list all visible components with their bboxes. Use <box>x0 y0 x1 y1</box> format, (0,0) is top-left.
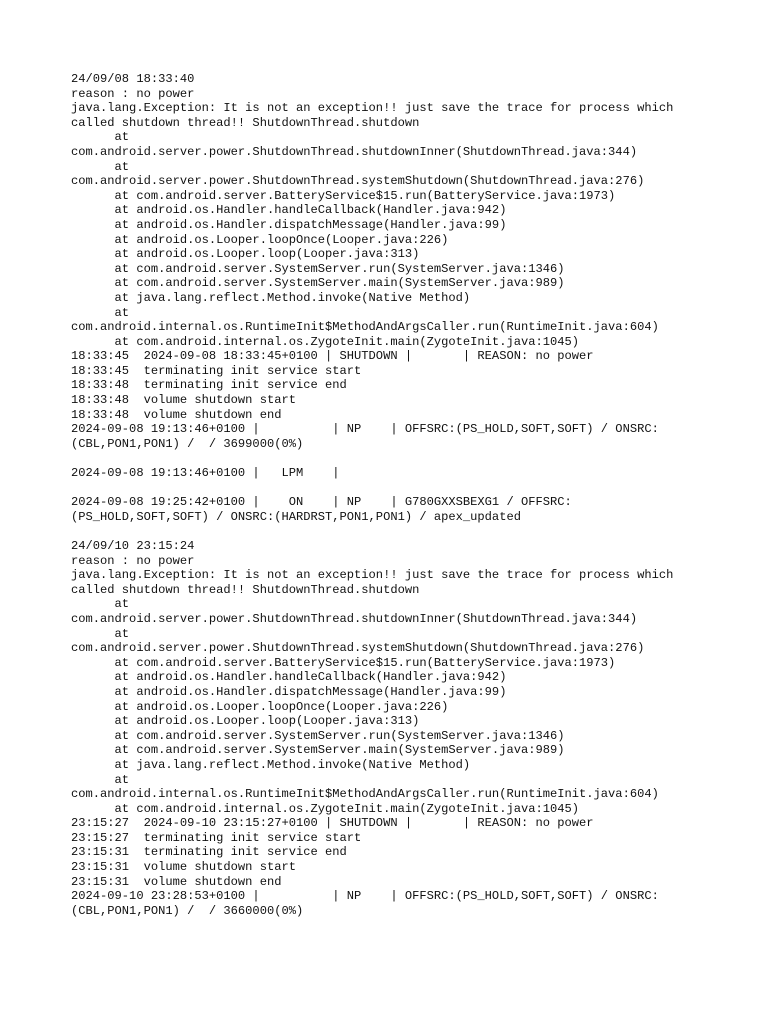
log-line: 2024-09-08 19:25:42+0100 | ON | NP | G780GXXSBEXG1 / OFFSRC: <box>71 495 572 510</box>
log-line: 24/09/08 18:33:40 <box>71 72 195 86</box>
log-line: com.android.server.power.ShutdownThread.systemShutdown(ShutdownThread.java:276) <box>71 174 645 189</box>
log-line: (CBL,PON1,PON1) / / 3699000(0%) <box>71 436 304 451</box>
log-line: at android.os.Handler.dispatchMessage(Handler.java:99) <box>71 684 507 699</box>
log-line: 18:33:48 volume shutdown start <box>71 393 296 408</box>
log-line: 18:33:48 terminating init service end <box>71 378 347 393</box>
log-line: at com.android.server.SystemServer.run(SystemServer.java:1346) <box>71 261 565 276</box>
log-line: reason : no power <box>71 86 195 101</box>
log-line: 18:33:45 terminating init service start <box>71 363 362 378</box>
log-line: at android.os.Looper.loopOnce(Looper.java:226) <box>71 232 449 247</box>
log-line: at java.lang.reflect.Method.invoke(Native Method) <box>71 290 471 305</box>
log-line: 23:15:31 terminating init service end <box>71 845 347 860</box>
log-line: at <box>71 597 130 612</box>
log-line: 24/09/10 23:15:24 <box>71 539 195 553</box>
log-line: 23:15:31 volume shutdown start <box>71 860 296 875</box>
log-line: at android.os.Handler.handleCallback(Handler.java:942) <box>71 203 507 218</box>
log-line <box>71 451 741 466</box>
log-line: at java.lang.reflect.Method.invoke(Native Method) <box>71 757 471 772</box>
log-line: at <box>71 305 130 320</box>
log-line: (CBL,PON1,PON1) / / 3660000(0%) <box>71 903 304 918</box>
log-line: (PS_HOLD,SOFT,SOFT) / ONSRC:(HARDRST,PON1,PON1) / apex_updated <box>71 509 521 524</box>
log-line: 18:33:45 2024-09-08 18:33:45+0100 | SHUTDOWN | | REASON: no power <box>71 349 594 364</box>
log-line: at android.os.Looper.loopOnce(Looper.java:226) <box>71 699 449 714</box>
log-line: java.lang.Exception: It is not an exception!! just save the trace for process which <box>71 568 674 583</box>
log-line: 2024-09-10 23:28:53+0100 | | NP | OFFSRC:(PS_HOLD,SOFT,SOFT) / ONSRC: <box>71 889 659 904</box>
log-line: at com.android.internal.os.ZygoteInit.main(ZygoteInit.java:1045) <box>71 801 580 816</box>
log-line: called shutdown thread!! ShutdownThread.shutdown <box>71 115 420 130</box>
log-line: at com.android.server.SystemServer.main(SystemServer.java:989) <box>71 276 565 291</box>
log-line: called shutdown thread!! ShutdownThread.shutdown <box>71 582 420 597</box>
log-line: com.android.server.power.ShutdownThread.shutdownInner(ShutdownThread.java:344) <box>71 144 638 159</box>
log-line: at android.os.Looper.loop(Looper.java:313) <box>71 247 420 262</box>
log-line: at com.android.internal.os.ZygoteInit.main(ZygoteInit.java:1045) <box>71 334 580 349</box>
log-line: at <box>71 626 130 641</box>
log-line: at <box>71 159 130 174</box>
log-line: at com.android.server.SystemServer.main(SystemServer.java:989) <box>71 743 565 758</box>
log-line <box>71 481 741 496</box>
log-line: 18:33:48 volume shutdown end <box>71 407 282 422</box>
log-line: 2024-09-08 19:13:46+0100 | LPM | <box>71 466 340 481</box>
log-line <box>71 524 741 539</box>
log-line: at <box>71 772 130 787</box>
log-line: com.android.server.power.ShutdownThread.systemShutdown(ShutdownThread.java:276) <box>71 641 645 656</box>
log-line: at android.os.Handler.handleCallback(Handler.java:942) <box>71 670 507 685</box>
log-line: com.android.internal.os.RuntimeInit$MethodAndArgsCaller.run(RuntimeInit.java:604) <box>71 320 659 335</box>
log-line: 23:15:27 2024-09-10 23:15:27+0100 | SHUTDOWN | | REASON: no power <box>71 816 594 831</box>
log-line: at com.android.server.BatteryService$15.run(BatteryService.java:1973) <box>71 655 616 670</box>
log-line: com.android.internal.os.RuntimeInit$MethodAndArgsCaller.run(RuntimeInit.java:604) <box>71 787 659 802</box>
log-line: at com.android.server.SystemServer.run(SystemServer.java:1346) <box>71 728 565 743</box>
log-line: at com.android.server.BatteryService$15.run(BatteryService.java:1973) <box>71 188 616 203</box>
log-line: 23:15:31 volume shutdown end <box>71 874 282 889</box>
log-line: at <box>71 130 130 145</box>
log-line: 2024-09-08 19:13:46+0100 | | NP | OFFSRC:(PS_HOLD,SOFT,SOFT) / ONSRC: <box>71 422 659 437</box>
log-document <box>71 72 741 918</box>
log-line: reason : no power <box>71 553 195 568</box>
log-line: at android.os.Handler.dispatchMessage(Handler.java:99) <box>71 217 507 232</box>
log-line: com.android.server.power.ShutdownThread.shutdownInner(ShutdownThread.java:344) <box>71 611 638 626</box>
log-line: java.lang.Exception: It is not an exception!! just save the trace for process which <box>71 101 674 116</box>
log-line: 23:15:27 terminating init service start <box>71 830 362 845</box>
log-line: at android.os.Looper.loop(Looper.java:313) <box>71 714 420 729</box>
